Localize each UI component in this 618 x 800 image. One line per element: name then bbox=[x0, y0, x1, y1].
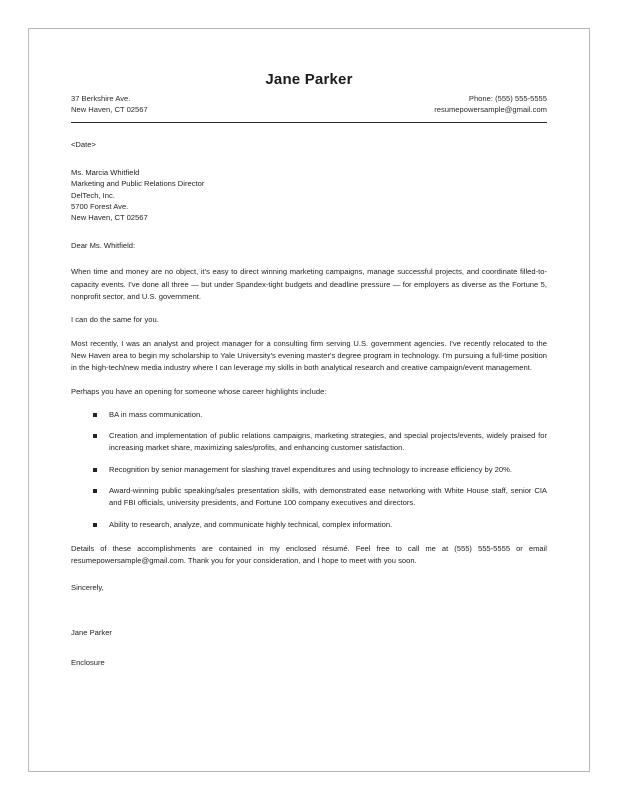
list-item: BA in mass communication. bbox=[93, 409, 547, 421]
signature-name: Jane Parker bbox=[71, 628, 112, 638]
list-item: Creation and implementation of public relations campaigns, marketing strategies, and special projects/events, widely praised for increasing market share, maximizing sales/profits, and enhancing customer satisfaction. bbox=[93, 430, 547, 455]
recipient-line: New Haven, CT 02567 bbox=[71, 213, 148, 223]
sender-phone: Phone: (555) 555-5555 bbox=[468, 94, 547, 103]
closing-paragraph: Details of these accomplishments are contained in my enclosed résumé. Feel free to call me at (555) 555-5555 or email resumepowersample@gmail.com. Thank you for your consideration, and I hope to meet with you soon. bbox=[71, 543, 547, 566]
date-placeholder: <Date> bbox=[71, 140, 96, 149]
recipient-line: Ms. Marcia Whitfield bbox=[71, 167, 140, 177]
highlights-list bbox=[71, 409, 547, 531]
list-item: Recognition by senior management for slashing travel expenditures and using technology to increase efficiency by 20%. bbox=[93, 464, 547, 476]
sender-address-line-2: New Haven, CT 02567 bbox=[71, 105, 148, 114]
letter-content bbox=[71, 71, 547, 669]
list-item: Award-winning public speaking/sales presentation skills, with demonstrated ease networking with White House staff, senior CIA and FBI officials, university presidents, and Fortune 100 company executives and directors. bbox=[93, 485, 547, 510]
sign-off: Sincerely, bbox=[71, 582, 104, 592]
sender-email: resumepowersample@gmail.com bbox=[434, 105, 547, 114]
letterhead-contact bbox=[71, 93, 547, 115]
sender-address-line-1: 37 Berkshire Ave. bbox=[71, 94, 131, 103]
letter-body bbox=[71, 139, 547, 669]
salutation: Dear Ms. Whitfield: bbox=[71, 240, 136, 250]
body-paragraph: Perhaps you have an opening for someone whose career highlights include: bbox=[71, 386, 327, 396]
recipient-line: 5700 Forest Ave. bbox=[71, 201, 129, 211]
sender-contact bbox=[434, 93, 547, 115]
body-paragraph: Most recently, I was an analyst and project manager for a consulting firm serving U.S. government agencies. I've recently relocated to the New Haven area to begin my scholarship to Yale University's evening master's degree program in technology. I'm pursuing a full-time position in the high-tech/new media industry where I can leverage my skills in both analytical research and creative campaign/event management. bbox=[71, 338, 547, 373]
recipient-line: DelTech, Inc. bbox=[71, 190, 115, 200]
page-title: Jane Parker bbox=[265, 71, 353, 88]
letter-sheet bbox=[28, 28, 590, 772]
list-item: Ability to research, analyze, and communicate highly technical, complex information. bbox=[93, 519, 547, 531]
recipient-line: Marketing and Public Relations Director bbox=[71, 179, 205, 189]
enclosure-note: Enclosure bbox=[71, 658, 105, 668]
letterhead-divider bbox=[71, 122, 547, 123]
body-paragraph: I can do the same for you. bbox=[71, 315, 159, 325]
body-paragraph: When time and money are no object, it's easy to direct winning marketing campaigns, manage successful projects, and coordinate filled-to-capacity events. I've done all three — but under Spandex-tight budgets and deadline pressure — for employers as diverse as the Fortune 5, nonprofit sector, and U.S. government. bbox=[71, 267, 547, 302]
sender-address bbox=[71, 93, 148, 115]
recipient-block bbox=[71, 167, 547, 224]
